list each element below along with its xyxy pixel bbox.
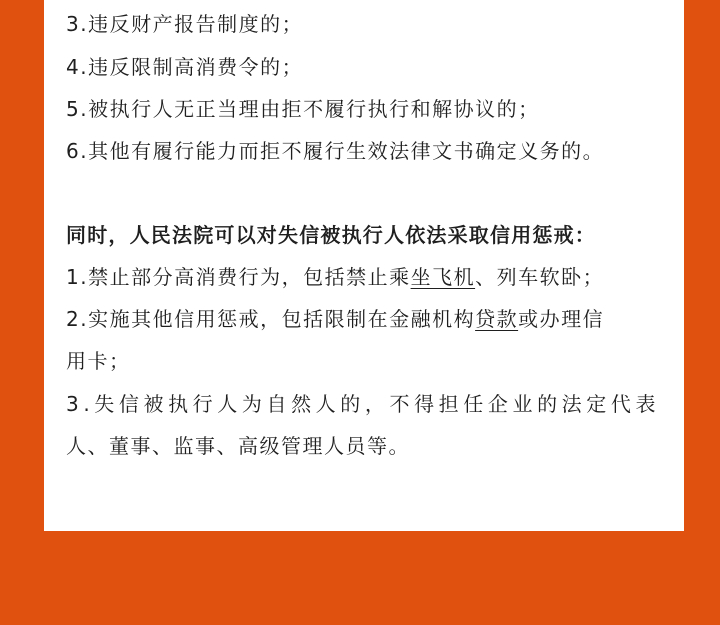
list-item-6: 6.其他有履行能力而拒不履行生效法律文书确定义务的。: [66, 139, 605, 163]
penalty-item-2-text: 2.实施其他信用惩戒，包括限制在金融机构: [66, 307, 476, 331]
penalty-item-1-tail: 、列车软卧；: [475, 265, 605, 289]
list-item-3: 3.违反财产报告制度的；: [66, 12, 304, 36]
loan-link[interactable]: 贷款: [475, 307, 519, 331]
penalty-item-1-text: 1.禁止部分高消费行为，包括禁止乘: [66, 265, 411, 289]
penalty-item-3: 3.失信被执行人为自然人的，不得担任企业的法定代表: [66, 392, 661, 416]
penalty-item-2: [66, 305, 604, 333]
list-item-5: 5.被执行人无正当理由拒不履行执行和解协议的；: [66, 97, 540, 121]
flight-link[interactable]: 坐飞机: [410, 265, 476, 289]
penalty-item-3-continued: 人、董事、监事、高级管理人员等。: [66, 434, 410, 458]
list-item-4: 4.违反限制高消费令的；: [66, 55, 304, 79]
penalty-item-1: [66, 263, 604, 291]
penalty-item-2-continued: 用卡；: [66, 349, 131, 373]
section-heading: 同时，人民法院可以对失信被执行人依法采取信用惩戒：: [66, 223, 596, 247]
penalty-item-2-tail: 或办理信: [518, 307, 605, 331]
